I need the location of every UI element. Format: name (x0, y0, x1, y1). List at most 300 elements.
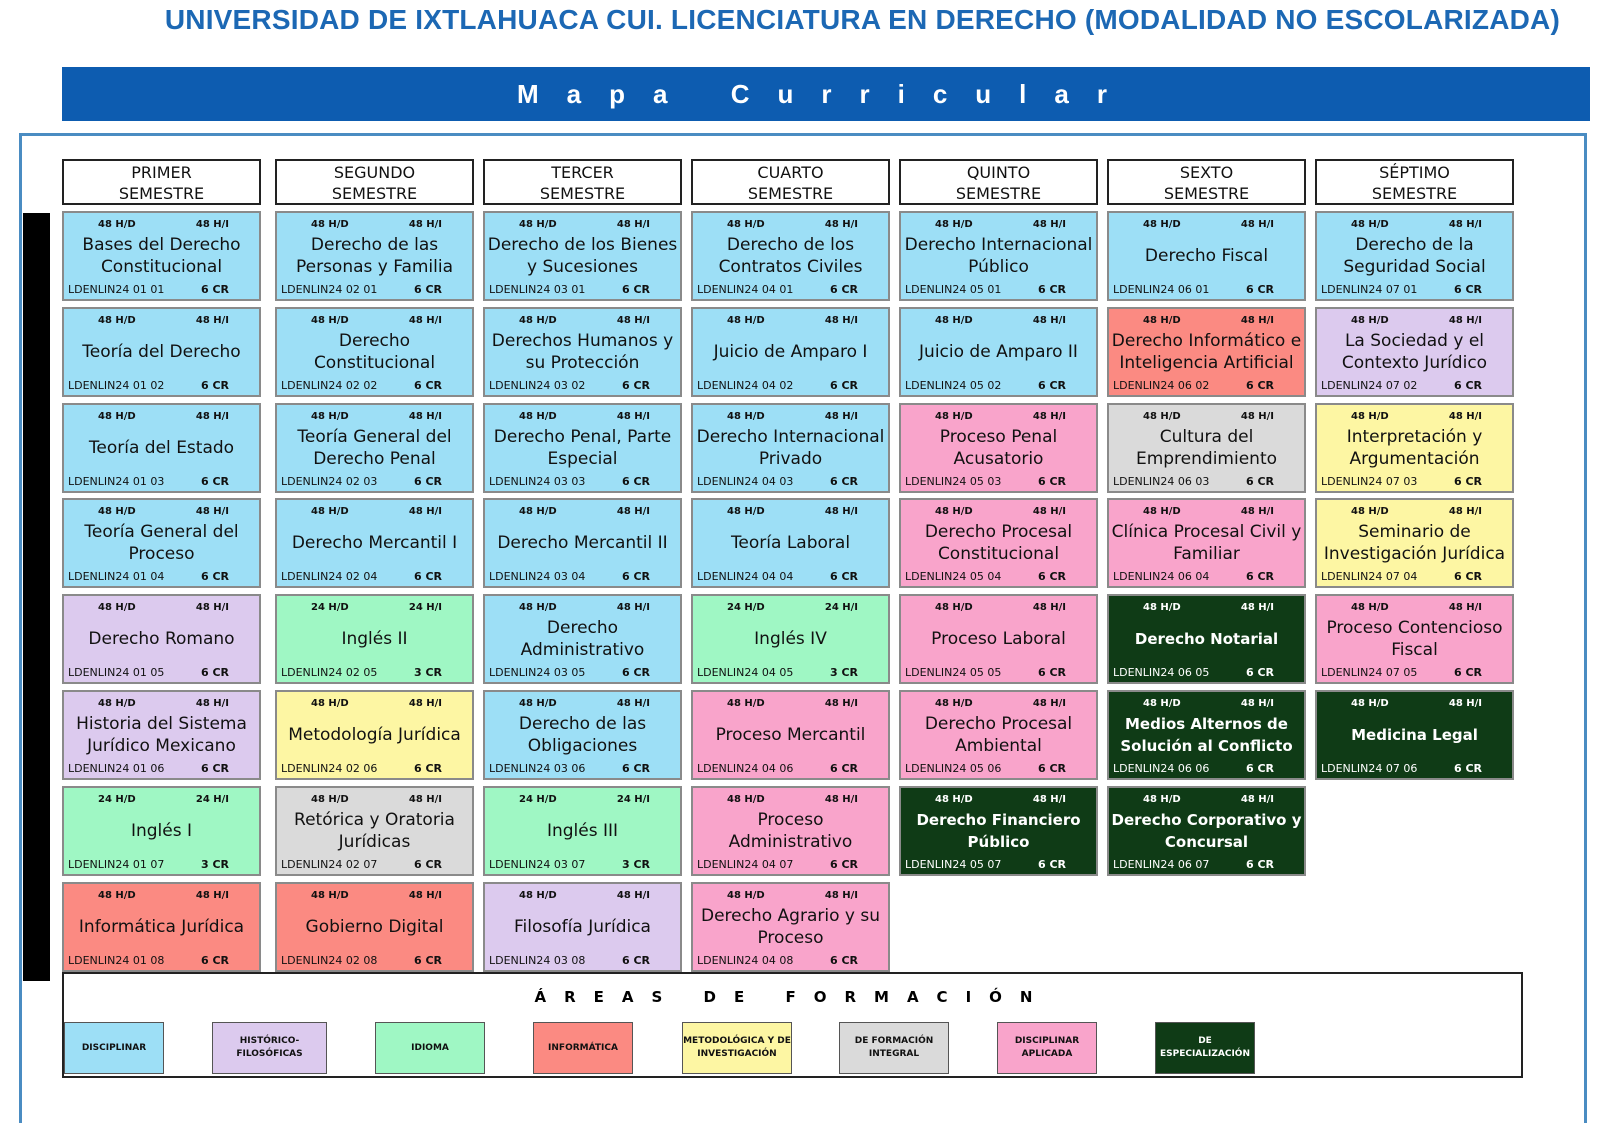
course-hours-independent: 48 H/I (1032, 315, 1066, 326)
course-hours-independent: 48 H/I (408, 219, 442, 230)
course-code: LDENLIN24 05 02 (905, 379, 1002, 392)
page-title: UNIVERSIDAD DE IXTLAHUACA CUI. LICENCIATURA EN DERECHO (MODALIDAD NO ESCOLARIZADA) (164, 4, 1560, 35)
course-cell (62, 786, 261, 876)
course-code: LDENLIN24 06 03 (1113, 475, 1210, 488)
course-hours-independent: 48 H/I (408, 315, 442, 326)
course-name: Teoría Laboral (730, 533, 851, 553)
course-name: Inglés II (341, 629, 408, 649)
course-hours-independent: 48 H/I (824, 506, 858, 517)
course-name: Teoría General del Proceso (84, 522, 239, 564)
course-name: Derecho Agrario y su Proceso (701, 906, 880, 948)
course-code: LDENLIN24 01 07 (68, 858, 165, 871)
course-hours-direct: 48 H/D (1143, 219, 1181, 230)
course-hours-direct: 48 H/D (98, 506, 136, 517)
course-hours-direct: 48 H/D (935, 602, 973, 613)
course-credits: 6 CR (1245, 475, 1274, 488)
course-name: Juicio de Amparo II (919, 342, 1078, 362)
course-hours-independent: 48 H/I (616, 602, 650, 613)
course-hours-independent: 48 H/I (408, 890, 442, 901)
course-hours-direct: 48 H/D (935, 794, 973, 805)
course-hours-independent: 48 H/I (195, 219, 229, 230)
course-code: LDENLIN24 04 05 (697, 666, 794, 679)
course-code: LDENLIN24 04 06 (697, 762, 794, 775)
course-cell (483, 882, 682, 972)
course-cell (275, 498, 474, 588)
course-code: LDENLIN24 04 03 (697, 475, 794, 488)
course-hours-independent: 48 H/I (616, 506, 650, 517)
course-cell (62, 690, 261, 780)
course-credits: 6 CR (621, 666, 650, 679)
course-hours-direct: 48 H/D (1143, 315, 1181, 326)
course-name: Clínica Procesal Civil y Familiar (1111, 522, 1302, 564)
course-hours-direct: 48 H/D (1143, 794, 1181, 805)
course-hours-independent: 48 H/I (195, 698, 229, 709)
side-label: ASIGNATURAS OBLIGATORIAS (23, 381, 46, 732)
course-cell (691, 594, 890, 684)
course-credits: 6 CR (1245, 379, 1274, 392)
course-cell (691, 307, 890, 397)
course-hours-direct: 48 H/D (935, 219, 973, 230)
course-name: Proceso Mercantil (715, 725, 866, 745)
course-hours-direct: 48 H/D (1351, 602, 1389, 613)
course-hours-direct: 48 H/D (311, 411, 349, 422)
course-hours-direct: 48 H/D (1351, 315, 1389, 326)
course-hours-independent: 48 H/I (824, 698, 858, 709)
course-hours-independent: 48 H/I (824, 411, 858, 422)
course-hours-independent: 48 H/I (1448, 219, 1482, 230)
course-hours-independent: 48 H/I (616, 315, 650, 326)
course-code: LDENLIN24 02 03 (281, 475, 378, 488)
semester-word: SEMESTRE (539, 184, 626, 203)
course-hours-independent: 48 H/I (1448, 315, 1482, 326)
course-hours-direct: 24 H/D (311, 602, 349, 613)
course-cell (275, 403, 474, 493)
course-name: Teoría General del Derecho Penal (297, 427, 452, 469)
course-hours-independent: 48 H/I (824, 794, 858, 805)
course-code: LDENLIN24 07 02 (1321, 379, 1418, 392)
course-credits: 6 CR (621, 762, 650, 775)
course-hours-independent: 48 H/I (1032, 602, 1066, 613)
course-cell (275, 882, 474, 972)
course-hours-direct: 48 H/D (1143, 411, 1181, 422)
course-cell (1315, 211, 1514, 301)
course-name: Juicio de Amparo I (713, 342, 868, 362)
course-cell (62, 307, 261, 397)
course-name: Proceso Contencioso Fiscal (1326, 618, 1503, 660)
semester-word: SEMESTRE (118, 184, 205, 203)
course-credits: 6 CR (200, 475, 229, 488)
course-name: Derecho Corporativo y Concursal (1111, 811, 1302, 851)
course-hours-direct: 24 H/D (98, 794, 136, 805)
course-cell (1107, 403, 1306, 493)
course-code: LDENLIN24 01 04 (68, 570, 165, 583)
semester-name: SEGUNDO (333, 163, 416, 182)
course-code: LDENLIN24 07 05 (1321, 666, 1418, 679)
course-hours-direct: 48 H/D (519, 219, 557, 230)
semester-header (275, 159, 474, 205)
course-name: Derechos Humanos y su Protección (491, 331, 674, 373)
course-name: Derecho de los Bienes y Sucesiones (487, 235, 678, 277)
course-cell (1315, 403, 1514, 493)
course-cell (899, 211, 1098, 301)
course-code: LDENLIN24 02 06 (281, 762, 378, 775)
course-name: Medios Alternos de Solución al Conflicto (1120, 715, 1293, 755)
course-cell (899, 786, 1098, 876)
course-code: LDENLIN24 07 03 (1321, 475, 1418, 488)
course-cell (1315, 690, 1514, 780)
course-code: LDENLIN24 03 04 (489, 570, 586, 583)
semester-name: SEXTO (1179, 163, 1234, 182)
course-code: LDENLIN24 02 01 (281, 283, 378, 296)
course-hours-independent: 48 H/I (616, 411, 650, 422)
course-credits: 6 CR (829, 858, 858, 871)
course-hours-direct: 48 H/D (727, 315, 765, 326)
course-hours-direct: 48 H/D (727, 219, 765, 230)
course-name: Teoría del Estado (88, 438, 235, 458)
legend-item: METODOLÓGICA Y DE INVESTIGACIÓN (682, 1022, 792, 1074)
course-credits: 6 CR (1245, 858, 1274, 871)
course-credits: 6 CR (413, 283, 442, 296)
course-credits: 6 CR (200, 283, 229, 296)
course-name: Derecho Penal, Parte Especial (493, 427, 672, 469)
course-credits: 6 CR (1037, 666, 1066, 679)
course-credits: 6 CR (200, 666, 229, 679)
course-code: LDENLIN24 03 05 (489, 666, 586, 679)
semester-header (62, 159, 261, 205)
course-hours-independent: 48 H/I (1240, 794, 1274, 805)
course-credits: 6 CR (200, 570, 229, 583)
course-hours-independent: 48 H/I (1032, 411, 1066, 422)
course-code: LDENLIN24 04 04 (697, 570, 794, 583)
semester-header (483, 159, 682, 205)
course-hours-independent: 48 H/I (1240, 315, 1274, 326)
course-name: Derecho Internacional Público (904, 235, 1093, 277)
course-credits: 6 CR (1453, 475, 1482, 488)
course-credits: 6 CR (829, 762, 858, 775)
course-cell (1107, 211, 1306, 301)
course-hours-direct: 48 H/D (727, 890, 765, 901)
course-code: LDENLIN24 03 06 (489, 762, 586, 775)
course-name: Derecho de la Seguridad Social (1343, 235, 1486, 277)
semester-header (1315, 159, 1514, 205)
course-hours-independent: 24 H/I (616, 794, 650, 805)
semester-word: SEMESTRE (955, 184, 1042, 203)
course-code: LDENLIN24 03 03 (489, 475, 586, 488)
course-credits: 3 CR (829, 666, 858, 679)
course-cell (691, 498, 890, 588)
course-cell (483, 498, 682, 588)
course-credits: 6 CR (413, 954, 442, 967)
course-cell (691, 403, 890, 493)
course-hours-independent: 48 H/I (616, 890, 650, 901)
course-name: Interpretación y Argumentación (1346, 427, 1483, 469)
course-name: Inglés I (130, 821, 193, 841)
course-hours-direct: 48 H/D (935, 698, 973, 709)
course-name: Derecho Romano (88, 629, 235, 649)
course-hours-independent: 48 H/I (1032, 794, 1066, 805)
course-cell (62, 594, 261, 684)
course-credits: 6 CR (829, 283, 858, 296)
course-code: LDENLIN24 06 05 (1113, 666, 1210, 679)
course-hours-direct: 48 H/D (1351, 506, 1389, 517)
course-hours-independent: 48 H/I (1240, 219, 1274, 230)
semester-header (691, 159, 890, 205)
course-cell (483, 690, 682, 780)
course-credits: 6 CR (200, 379, 229, 392)
course-hours-direct: 48 H/D (727, 698, 765, 709)
semester-word: SEMESTRE (1371, 184, 1458, 203)
course-credits: 6 CR (621, 283, 650, 296)
course-credits: 6 CR (1245, 762, 1274, 775)
course-hours-independent: 48 H/I (195, 506, 229, 517)
course-name: Derecho Procesal Constitucional (924, 522, 1073, 564)
course-hours-independent: 48 H/I (195, 411, 229, 422)
course-name: Derecho Fiscal (1144, 246, 1269, 266)
course-code: LDENLIN24 03 08 (489, 954, 586, 967)
course-credits: 6 CR (413, 475, 442, 488)
course-name: Historia del Sistema Jurídico Mexicano (76, 714, 247, 756)
course-name: Seminario de Investigación Jurídica (1323, 522, 1506, 564)
course-cell (62, 211, 261, 301)
course-code: LDENLIN24 04 08 (697, 954, 794, 967)
course-cell (62, 498, 261, 588)
course-code: LDENLIN24 06 04 (1113, 570, 1210, 583)
course-credits: 6 CR (1037, 283, 1066, 296)
course-code: LDENLIN24 03 07 (489, 858, 586, 871)
course-hours-independent: 48 H/I (408, 794, 442, 805)
course-code: LDENLIN24 04 02 (697, 379, 794, 392)
course-hours-direct: 48 H/D (519, 602, 557, 613)
course-hours-independent: 48 H/I (408, 411, 442, 422)
course-hours-direct: 48 H/D (98, 890, 136, 901)
course-cell (1107, 307, 1306, 397)
course-hours-independent: 48 H/I (824, 890, 858, 901)
course-hours-direct: 48 H/D (519, 411, 557, 422)
course-cell (483, 786, 682, 876)
course-hours-direct: 48 H/D (311, 506, 349, 517)
course-cell (899, 690, 1098, 780)
semester-word: SEMESTRE (1163, 184, 1250, 203)
course-credits: 6 CR (621, 570, 650, 583)
course-credits: 6 CR (1453, 379, 1482, 392)
course-name: Inglés III (546, 821, 619, 841)
semester-name: PRIMER (131, 163, 192, 182)
course-credits: 6 CR (1037, 379, 1066, 392)
course-cell (1315, 498, 1514, 588)
semester-name: CUARTO (757, 163, 824, 182)
course-name: Derecho Mercantil II (497, 533, 668, 553)
course-hours-direct: 24 H/D (519, 794, 557, 805)
course-name: Derecho Mercantil I (291, 533, 458, 553)
course-name: Cultura del Emprendimiento (1135, 427, 1278, 469)
course-code: LDENLIN24 01 02 (68, 379, 165, 392)
course-hours-direct: 48 H/D (935, 506, 973, 517)
course-cell (1107, 690, 1306, 780)
course-hours-direct: 48 H/D (311, 315, 349, 326)
legend-item: INFORMÁTICA (533, 1022, 633, 1074)
legend-item: HISTÓRICO-FILOSÓFICAS (212, 1022, 327, 1074)
course-code: LDENLIN24 06 01 (1113, 283, 1210, 296)
course-hours-direct: 48 H/D (98, 219, 136, 230)
course-hours-direct: 48 H/D (311, 794, 349, 805)
course-hours-independent: 48 H/I (1032, 219, 1066, 230)
course-code: LDENLIN24 01 05 (68, 666, 165, 679)
legend-item: DE FORMACIÓN INTEGRAL (839, 1022, 949, 1074)
curriculum-banner: Mapa Curricular (62, 67, 1590, 121)
course-code: LDENLIN24 06 02 (1113, 379, 1210, 392)
legend-title: ÁREAS DE FORMACIÓN (534, 988, 1051, 1006)
course-hours-independent: 48 H/I (1240, 411, 1274, 422)
course-name: Derecho Constitucional (313, 331, 436, 373)
course-hours-independent: 48 H/I (1240, 506, 1274, 517)
course-cell (691, 786, 890, 876)
course-cell (899, 594, 1098, 684)
course-code: LDENLIN24 01 03 (68, 475, 165, 488)
course-credits: 6 CR (1453, 762, 1482, 775)
course-hours-direct: 48 H/D (519, 506, 557, 517)
course-hours-independent: 48 H/I (1448, 602, 1482, 613)
legend-item: DE ESPECIALIZACIÓN (1155, 1022, 1255, 1074)
course-name: Derecho de las Obligaciones (518, 714, 647, 756)
course-hours-direct: 48 H/D (519, 315, 557, 326)
course-hours-independent: 48 H/I (616, 698, 650, 709)
course-name: Informática Jurídica (78, 917, 245, 937)
course-hours-direct: 48 H/D (98, 698, 136, 709)
course-credits: 6 CR (1037, 570, 1066, 583)
course-credits: 6 CR (413, 570, 442, 583)
course-name: Derecho de los Contratos Civiles (718, 235, 863, 277)
course-hours-independent: 48 H/I (195, 315, 229, 326)
course-credits: 6 CR (413, 379, 442, 392)
course-hours-direct: 48 H/D (935, 315, 973, 326)
course-cell (691, 211, 890, 301)
course-hours-direct: 48 H/D (98, 315, 136, 326)
course-code: LDENLIN24 01 08 (68, 954, 165, 967)
course-hours-direct: 48 H/D (727, 506, 765, 517)
course-name: Proceso Laboral (931, 629, 1066, 649)
course-hours-independent: 48 H/I (408, 698, 442, 709)
course-code: LDENLIN24 03 02 (489, 379, 586, 392)
semester-name: TERCER (551, 163, 614, 182)
course-cell (275, 211, 474, 301)
course-credits: 3 CR (621, 858, 650, 871)
course-credits: 6 CR (829, 954, 858, 967)
course-code: LDENLIN24 04 07 (697, 858, 794, 871)
course-cell (275, 307, 474, 397)
course-hours-direct: 48 H/D (1351, 219, 1389, 230)
course-code: LDENLIN24 07 01 (1321, 283, 1418, 296)
course-code: LDENLIN24 07 06 (1321, 762, 1418, 775)
course-hours-direct: 48 H/D (727, 411, 765, 422)
course-hours-independent: 48 H/I (824, 219, 858, 230)
course-cell (1107, 498, 1306, 588)
course-cell (691, 882, 890, 972)
course-name: Gobierno Digital (305, 917, 444, 937)
course-hours-direct: 48 H/D (98, 411, 136, 422)
course-hours-independent: 48 H/I (1032, 506, 1066, 517)
course-credits: 6 CR (1037, 762, 1066, 775)
semester-header (1107, 159, 1306, 205)
course-code: LDENLIN24 02 04 (281, 570, 378, 583)
course-credits: 6 CR (1245, 283, 1274, 296)
course-cell (62, 882, 261, 972)
course-credits: 6 CR (1453, 283, 1482, 296)
course-credits: 6 CR (1453, 666, 1482, 679)
legend (62, 972, 1523, 1078)
course-name: Bases del Derecho Constitucional (82, 235, 241, 277)
course-hours-direct: 48 H/D (519, 890, 557, 901)
semester-word: SEMESTRE (747, 184, 834, 203)
course-code: LDENLIN24 05 03 (905, 475, 1002, 488)
course-name: Proceso Penal Acusatorio (939, 427, 1058, 469)
course-code: LDENLIN24 04 01 (697, 283, 794, 296)
course-name: Derecho Internacional Privado (696, 427, 885, 469)
semester-name: SÉPTIMO (1379, 163, 1450, 182)
course-name: Medicina Legal (1351, 726, 1478, 744)
course-code: LDENLIN24 05 01 (905, 283, 1002, 296)
course-hours-direct: 48 H/D (1351, 411, 1389, 422)
course-hours-direct: 48 H/D (98, 602, 136, 613)
course-code: LDENLIN24 07 04 (1321, 570, 1418, 583)
course-name: Derecho Informático e Inteligencia Artificial (1111, 331, 1302, 373)
course-hours-independent: 48 H/I (824, 315, 858, 326)
course-hours-independent: 48 H/I (616, 219, 650, 230)
course-hours-direct: 48 H/D (311, 219, 349, 230)
course-credits: 6 CR (621, 475, 650, 488)
course-hours-independent: 24 H/I (408, 602, 442, 613)
course-cell (899, 307, 1098, 397)
course-credits: 6 CR (829, 379, 858, 392)
course-name: Metodología Jurídica (288, 725, 461, 745)
course-credits: 6 CR (1037, 475, 1066, 488)
course-cell (483, 211, 682, 301)
course-credits: 6 CR (200, 954, 229, 967)
course-name: Inglés IV (754, 629, 827, 649)
course-hours-independent: 48 H/I (1240, 602, 1274, 613)
course-hours-direct: 48 H/D (935, 411, 973, 422)
course-code: LDENLIN24 02 05 (281, 666, 378, 679)
course-cell (899, 403, 1098, 493)
course-hours-independent: 24 H/I (824, 602, 858, 613)
course-name: Derecho Financiero Público (916, 811, 1081, 851)
course-cell (1315, 594, 1514, 684)
course-hours-independent: 48 H/I (1448, 698, 1482, 709)
course-name: Teoría del Derecho (82, 342, 241, 362)
course-code: LDENLIN24 05 07 (905, 858, 1002, 871)
course-hours-independent: 48 H/I (195, 602, 229, 613)
course-credits: 6 CR (1245, 570, 1274, 583)
course-code: LDENLIN24 06 06 (1113, 762, 1210, 775)
course-code: LDENLIN24 06 07 (1113, 858, 1210, 871)
course-cell (691, 690, 890, 780)
semester-name: QUINTO (966, 163, 1031, 182)
course-hours-independent: 48 H/I (1032, 698, 1066, 709)
course-code: LDENLIN24 05 05 (905, 666, 1002, 679)
course-name: Filosofía Jurídica (514, 917, 651, 937)
course-name: Derecho de las Personas y Familia (295, 235, 454, 277)
course-hours-independent: 48 H/I (1448, 411, 1482, 422)
course-credits: 6 CR (1453, 570, 1482, 583)
course-code: LDENLIN24 05 04 (905, 570, 1002, 583)
course-name: Proceso Administrativo (728, 810, 853, 852)
course-hours-independent: 48 H/I (408, 506, 442, 517)
course-code: LDENLIN24 05 06 (905, 762, 1002, 775)
semester-word: SEMESTRE (331, 184, 418, 203)
course-cell (483, 403, 682, 493)
course-code: LDENLIN24 03 01 (489, 283, 586, 296)
course-hours-direct: 48 H/D (1143, 698, 1181, 709)
course-cell (275, 594, 474, 684)
